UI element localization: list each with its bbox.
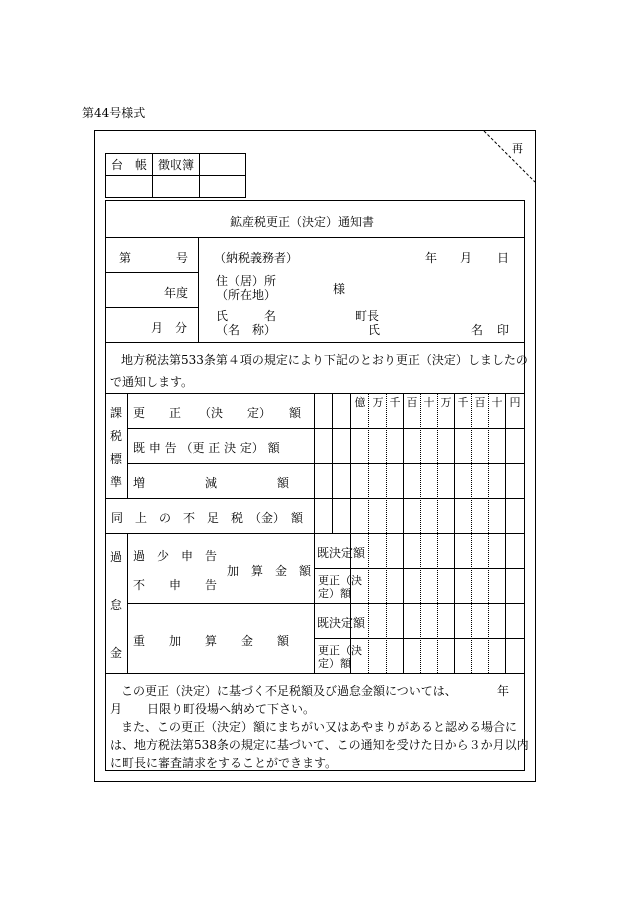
ledger-daichou-label: 台 帳 (106, 154, 153, 176)
corrected-amount-label: 更 正 （決 定） 額 (133, 406, 302, 420)
payment-note-line1: この更正（決定）に基づく不足税額及び過怠金額については、 (121, 684, 457, 698)
document-title: 鉱産税更正（決定）通知書 (230, 215, 375, 229)
kousei-label-1a: 更正（決 (318, 574, 362, 587)
month-portion-label: 月 分 (151, 321, 188, 335)
intro-text-line1: 地方税法第533条第４項の規定により下記のとおり更正（決定）しましたの (121, 353, 528, 367)
name-label: 氏 名 (216, 309, 277, 323)
ledger-stamp-table (105, 153, 246, 198)
date-year: 年 (425, 251, 438, 265)
payment-due-month: 月 (110, 702, 123, 716)
ledger-stamp-cell[interactable] (200, 176, 246, 198)
seal-mark: 印 (497, 323, 510, 337)
mayor-family-name: 氏 (368, 323, 381, 337)
unit-sen-2: 千 (457, 396, 469, 409)
penalty-label-3: 金 (110, 646, 123, 660)
additional-tax-amount-label: 加 算 金 額 (227, 564, 312, 578)
unit-juu-2: 十 (491, 396, 503, 409)
heavy-additional-tax-label: 重 加 算 金 額 (133, 634, 290, 648)
kiketei-label-1: 既決定額 (317, 546, 366, 560)
unit-yen: 円 (509, 396, 521, 409)
unit-hyaku: 百 (406, 396, 418, 409)
tax-base-label-4: 準 (110, 475, 123, 489)
ledger-blank-cell[interactable] (200, 154, 246, 176)
number-suffix: 号 (176, 251, 189, 265)
date-month: 月 (460, 251, 473, 265)
unit-oku: 億 (354, 396, 366, 409)
unit-juu: 十 (423, 396, 435, 409)
penalty-label-2: 怠 (110, 598, 123, 612)
ledger-stamp-cell[interactable] (106, 176, 153, 198)
ledger-choushuubo-label: 徴収簿 (153, 154, 200, 176)
increase-decrease-label: 増 減 額 (133, 476, 290, 490)
kousei-label-2a: 更正（決 (318, 644, 362, 657)
kiketei-label-2: 既決定額 (317, 616, 366, 630)
prior-declared-amount-label: 既 申 告 （更 正 決 定） 額 (133, 441, 280, 455)
mayor-label: 町長 (355, 309, 380, 323)
unit-sen: 千 (389, 396, 401, 409)
ledger-stamp-cell[interactable] (153, 176, 200, 198)
payment-note-line2: 日限り町役場へ納めて下さい。 (147, 702, 316, 716)
mayor-given-name: 名 (471, 323, 484, 337)
fiscal-year-label: 年度 (164, 286, 189, 300)
appeal-note-line2: は、地方税法第538条の規定に基づいて、この通知を受けた日から３か月以内 (110, 738, 529, 752)
location-label: （所在地） (216, 288, 277, 302)
taxpayer-header: （納税義務者） (214, 251, 299, 265)
date-day: 日 (497, 251, 510, 265)
kousei-label-2b: 定）額 (318, 657, 351, 670)
intro-text-line2: で通知します。 (110, 375, 194, 389)
tax-base-label-3: 標 (110, 452, 123, 466)
tax-base-label-1: 課 (110, 406, 123, 420)
honorific-sama: 様 (333, 282, 346, 296)
payment-due-year: 年 (497, 684, 510, 698)
number-prefix: 第 (119, 251, 132, 265)
company-name-label: （名 称） (216, 323, 277, 337)
unit-man: 万 (372, 396, 384, 409)
appeal-note-line1: また、この更正（決定）額にまちがい又はあやまりがあると認める場合に (121, 720, 518, 734)
non-declaration-label: 不 申 告 (133, 578, 218, 592)
appeal-note-line3: に町長に審査請求をすることができます。 (110, 756, 338, 770)
form-number-label: 第44号様式 (82, 106, 146, 120)
unit-man-2: 万 (440, 396, 452, 409)
penalty-label-1: 過 (110, 550, 123, 564)
unit-hyaku-2: 百 (474, 396, 486, 409)
under-declaration-label: 過 少 申 告 (133, 549, 218, 563)
address-label: 住（居）所 (216, 274, 277, 288)
resubmission-mark: 再 (512, 142, 523, 155)
kousei-label-1b: 定）額 (318, 587, 351, 600)
shortage-tax-label: 同 上 の 不 足 税 （金） 額 (111, 511, 304, 525)
tax-base-label-2: 税 (110, 429, 123, 443)
